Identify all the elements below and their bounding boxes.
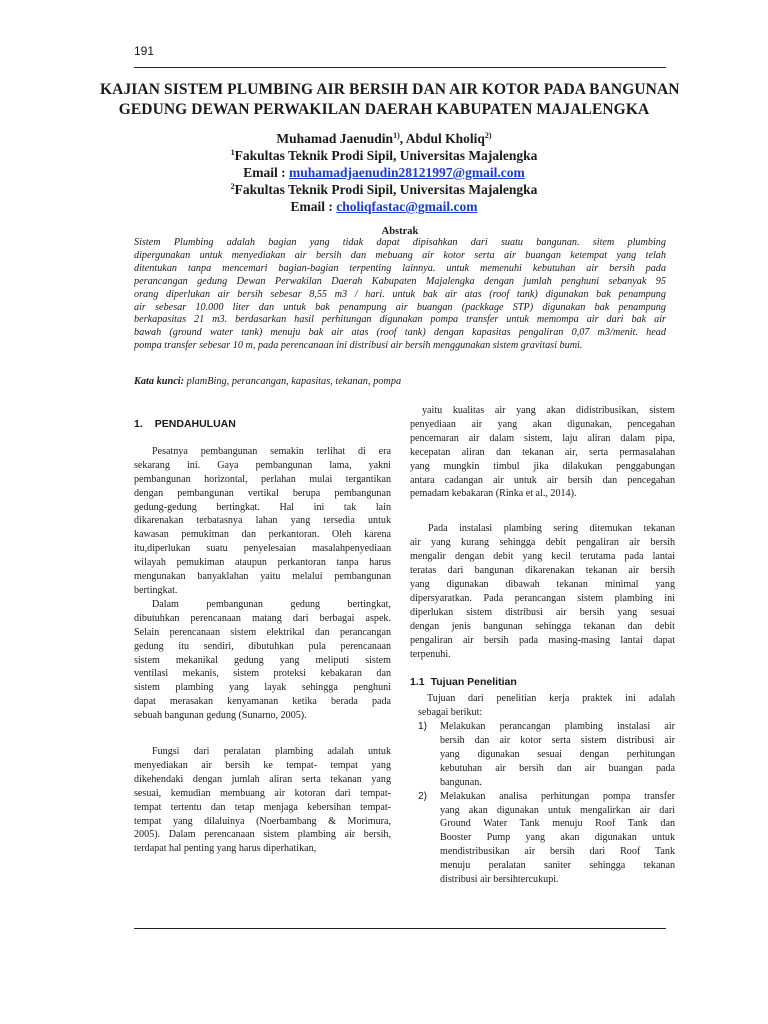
text-line: Pada instalasi plambing sering ditemukan tekanan [428,523,675,535]
abstract-line: dipergunakan untuk menyediakan air bersih dan mebuang air kotor serta air buangan ketempat yang telah [134,249,666,261]
abstract-line: air sebesar 10.000 liter dan untuk bak penampung air buangan (packkage STP) digunakan bak penampung [134,301,666,313]
subsection-number: 1.1 [410,676,425,689]
text-line: Melakukan analisa perhitungan pompa transfer [440,790,675,802]
email-label: Email : [243,165,290,180]
text-line: yang mungkin timbul jika dilakukan penggabungan [410,460,675,472]
text-line: pencemaran air dalam sistem, laju aliran dalam pipa, [410,432,675,444]
text-line: dipersyaratkan. Pada perancangan sistem plambing ini [410,592,675,604]
header-rule [134,67,666,68]
author-superscript: 1) [393,131,400,140]
subsection-heading [410,676,675,690]
abstract-line: bawah (ground water tank) menuju bak air atas (roof tank) dengan kapasitas pengaliran 0,07 m3/menit. head [134,327,666,339]
left-column [134,418,391,856]
affiliation-line [120,181,648,198]
text-line: mengunakan banyaklahan yaitu melalui pembangunan [134,571,391,583]
text-line: sekarang ini. Gaya pembangunan lama, yakni [134,459,391,471]
affiliation-superscript: 2 [230,182,235,191]
author-name: Muhamad Jaenudin [276,131,394,146]
title-line: KAJIAN SISTEM PLUMBING AIR BERSIH DAN AIR KOTOR PADA BANGUNAN [100,81,680,98]
text-line: Tujuan dari penelitian kerja praktek ini adalah [427,693,675,705]
text-line: ventilasi mekanis, sistem proteksi kebakaran dan [134,668,391,680]
footer-rule [134,928,666,929]
page-number: 191 [134,44,155,58]
text-line: Fungsi dari peralatan plambing adalah untuk [152,746,391,758]
text-line: dikehendaki dengan jumlah aliran serta tekanan yang [134,773,391,785]
text-line: 2005). Dalam perencanaan sistem plambing air bersih, [134,829,391,841]
paper-title [100,80,680,120]
keywords [134,376,666,387]
section-number: 1. [134,418,143,430]
right-column [410,404,675,887]
text-line: kebutuhan air bersih dan air buangan pada [440,762,675,774]
text-line: menyediakan air bersih ke tempat- tempat yang [134,759,391,771]
paragraph [134,745,391,856]
text-line: dapat merasakan kenyamanan ketika berada pada [134,696,391,708]
author-name: Abdul Kholiq [405,131,485,146]
affiliation-line [120,147,648,164]
keywords-label: Kata kunci: [134,376,185,387]
text-line: sistem mekanikal gedung yang meliputi sistem [134,654,391,666]
email-link[interactable]: muhamadjaenudin28121997@gmail.com [289,165,525,180]
abstract-line: ditentukan tanpa mencemari bagian-bagian terpenting lainnya. untuk memenuhi kebutuhan air bersih pada [134,262,666,274]
text-line: Booster Pump yang akan digunakan untuk [440,832,675,844]
text-line: teratas dari bangunan dikarenakan tekanan air bersih [410,565,675,577]
text-line: sebuah bangunan gedung (Sunarno, 2005). [134,710,307,722]
text-line: mendistribusikan air bersih dari Roof Tank [440,846,675,858]
text-line: sistem plambing yang layak sehingga penghuni [134,682,391,694]
text-line: Dalam pembangunan gedung bertingkat, [152,598,391,610]
paragraph [410,692,675,720]
paragraph [410,522,675,661]
title-line: GEDUNG DEWAN PERWAKILAN DAERAH KABUPATEN MAJALENGKA [118,101,650,118]
abstract-line: Sistem Plumbing adalah bagian yang tidak dapat dipisahkan dari suatu bangunan. sitem plumbing [134,237,666,248]
text-line: menuju peralatan saniter sehingga tekanan [440,860,675,872]
text-line: kecepatan aliran dan tekanan air, serta permasalahan [410,446,675,458]
subsection-title: Tujuan Penelitian [430,676,517,689]
text-line: bangunan. [440,776,482,788]
text-line: dibutuhkan perencanaan matang dari berbagai aspek. [134,612,391,624]
text-line: pengaliran air bersih pada masing-masing lantai dapat [410,634,675,646]
text-line: penyediaan air yang akan digunakan, pencegahan [410,418,675,430]
text-line: yang digunakan dibawah tekanan minimal yang [410,578,675,590]
text-line: diperlukan sistem distribusi air bersih yang sesuai [410,606,675,618]
text-line: sebagai berikut: [418,707,483,719]
paragraph [410,404,675,501]
text-line: pembangunan horizontal, perlahan mulai tergantikan [134,473,391,485]
affiliation-superscript: 1 [230,148,235,157]
section-title: PENDAHULUAN [154,418,236,430]
text-line: gedung-gedung bertingkat. Hal ini tak lain [134,501,391,513]
list-marker: 2) [418,790,427,802]
paragraph [134,598,391,723]
keywords-text: plamBing, perancangan, kapasitas, tekanan, pompa [184,376,402,387]
email-line [120,198,648,215]
text-line: Ground Water Tank menuju Roof Tank dan [440,818,675,830]
list-marker: 1) [418,721,427,733]
list-item [418,790,675,887]
text-line: yang akan digunakan untuk mengalirkan air dari [440,804,675,816]
text-line: bersih dan air kotor serta sistem distribusi air [440,735,675,747]
text-line: pemadam kebakaran (Rinka et al., 2014). [410,488,577,500]
text-line: dengan pembangunan vertikal berupa pembangunan [134,487,391,499]
text-line: antara cadangan air untuk air bersih dan pencegahan [410,474,675,486]
text-line: dengan jenis bangunan sehingga tekanan dan debit [410,620,675,632]
text-line: yang digunakan sesuai dengan perhitungan [440,748,675,760]
text-line: Pesatnya pembangunan semakin terlihat di era [152,445,391,457]
email-label: Email : [290,199,337,214]
text-line: terpenuhi. [410,648,451,660]
email-line [120,164,648,181]
text-line: distribusi air bersihtercukupi. [440,874,559,886]
text-line: itu,diperlukan suatu penyelesaian masalahpenyediaan [134,543,391,555]
author-separator: , [399,131,406,146]
author-superscript: 2) [484,131,492,140]
text-line: tempat yang dilaluinya (Noerbambang & Morimura, [134,815,391,827]
text-line: dikarenakan terbatasnya lahan yang tersedia untuk [134,515,391,527]
text-line: terdapat hal penting yang harus diperhatikan, [134,843,317,855]
paragraph [134,445,391,598]
text-line: wilayah pemukiman ataupun perkantoran tanpa harus [134,557,391,569]
list-item [418,720,675,790]
text-line: mengalir dengan debit yang kecil terutama pada lantai [410,551,675,563]
text-line: kawasan pemukiman dan perkantoran. Oleh karena [134,529,391,541]
email-link[interactable]: choliqfastac@gmail.com [336,199,478,214]
affiliation-text: Fakultas Teknik Prodi Sipil, Universitas Majalengka [234,148,538,163]
text-line: air yang kurang sehingga debit pengaliran air bersih [410,537,675,549]
abstract-body [134,237,666,353]
text-line: Selain perencanaan sistem elektrikal dan perancangan [134,626,391,638]
abstract-heading: Abstrak [381,226,419,237]
abstract-line: perancangan gedung Dewan Perwakilan Daerah Kabupaten Majalengka dengan jumlah penghuni sebanyak 95 [134,275,666,287]
text-line: gedung itu sendiri, dibutuhkan pula perencanaan [134,640,391,652]
author-line [120,130,648,147]
section-heading [134,418,391,432]
affiliation-text: Fakultas Teknik Prodi Sipil, Universitas Majalengka [234,182,538,197]
abstract-line: pompa transfer sebesar 10 m, pada perencanaan ini distribusi air bersih menggunakan sistem gravitasi bumi. [134,340,583,352]
text-line: bertingkat. [134,584,178,596]
abstract-line: berkapasitas 21 m3. berdasarkan hasil perhitungan digunakan pompa transfer untuk memompa air dari bak air [134,314,666,326]
abstract-line: orang diperlukan air bersih sebesar 8,55 m3 / hari. untuk bak air atas (roof tank) digunakan bak penampung [134,288,666,300]
text-line: sesuai, kemudian membuang air kotoran dari tempat- [134,787,391,799]
text-line: yaitu kualitas air yang akan didistribusikan, sistem [422,405,675,416]
text-line: Melakukan perancangan plambing instalasi air [440,721,675,733]
text-line: tempat tertentu dan tetap menjaga kebersihan tempat- [134,801,391,813]
authors-block [120,130,648,215]
